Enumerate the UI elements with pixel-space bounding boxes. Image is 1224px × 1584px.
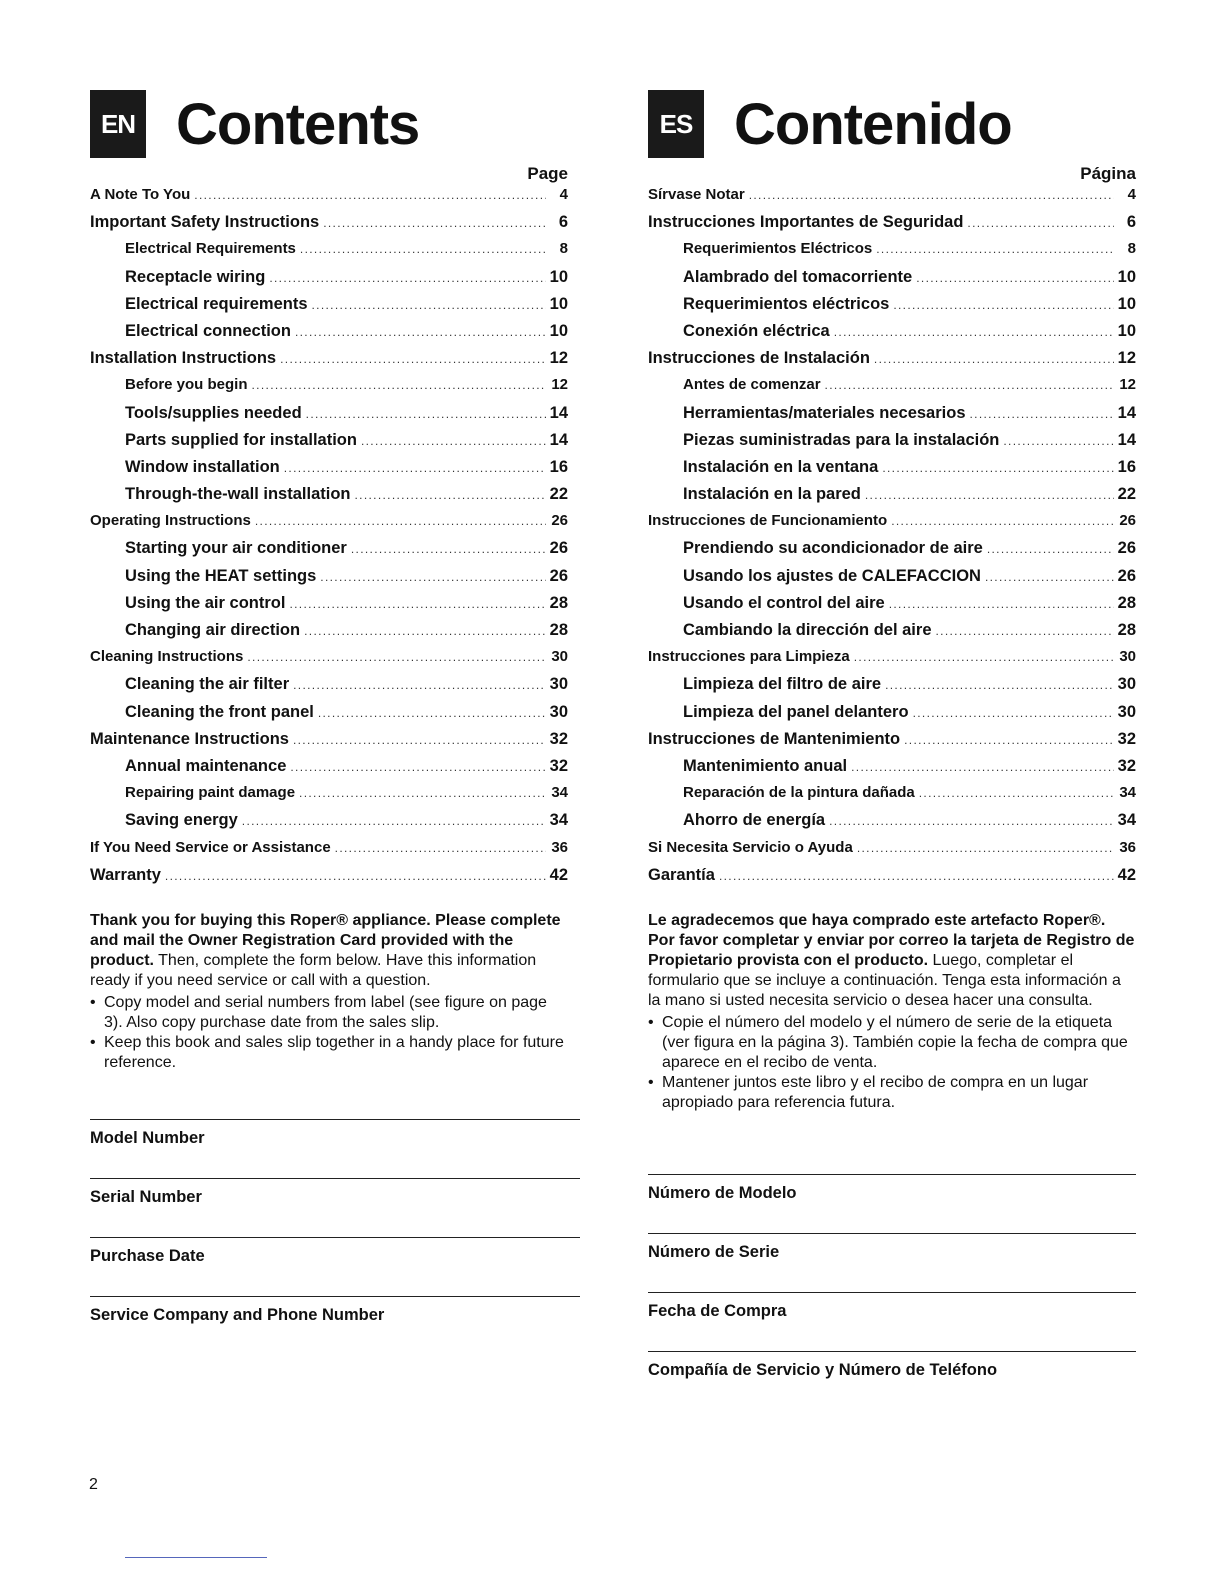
toc-leader-dots [312, 298, 546, 312]
registration-form [90, 1119, 580, 1355]
toc-entry[interactable] [90, 485, 568, 512]
title-row [648, 88, 1136, 160]
toc-entry[interactable] [90, 431, 568, 458]
toc-entry-page: 26 [549, 566, 568, 585]
toc-leader-dots [889, 597, 1114, 611]
toc-entry-label: Repairing paint damage [125, 784, 296, 802]
toc-entry[interactable] [90, 404, 568, 431]
toc-entry-label: Operating Instructions [90, 512, 251, 530]
toc-entry-label: Cleaning the air filter [125, 675, 290, 694]
toc-entry[interactable] [648, 675, 1136, 702]
model-number-field[interactable]: Model Number [90, 1119, 580, 1178]
toc-leader-dots [252, 378, 546, 392]
toc-leader-dots [985, 570, 1114, 584]
toc-leader-dots [874, 352, 1114, 366]
toc-leader-dots [295, 325, 546, 339]
toc-entry[interactable] [90, 458, 568, 485]
toc-entry-page: 14 [549, 403, 568, 422]
toc-entry-page: 12 [551, 376, 568, 394]
toc-entry[interactable] [90, 675, 568, 702]
toc-entry[interactable] [90, 512, 568, 539]
toc-entry-page: 12 [549, 349, 568, 368]
toc-entry-page: 12 [1119, 376, 1136, 394]
toc-entry[interactable] [90, 811, 568, 838]
toc-leader-dots [280, 352, 546, 366]
toc-entry[interactable] [648, 186, 1136, 213]
toc-entry[interactable] [648, 730, 1136, 757]
toc-entry[interactable] [90, 322, 568, 349]
toc-leader-dots [299, 786, 546, 800]
toc-leader-dots [293, 678, 546, 692]
toc-entry-label: Prendiendo su acondicionador de aire [683, 539, 983, 558]
toc-entry[interactable] [648, 784, 1136, 811]
registration-form [648, 1174, 1136, 1410]
toc-entry[interactable] [648, 268, 1136, 295]
intro-paragraph [648, 911, 1136, 1011]
toc-entry-label: Annual maintenance [125, 756, 287, 775]
toc-entry-label: Instrucciones de Mantenimiento [648, 729, 901, 748]
toc-entry-page: 10 [549, 321, 568, 340]
toc-entry-label: Usando los ajustes de CALEFACCION [683, 566, 981, 585]
toc-leader-dots [323, 216, 546, 230]
toc-entry-label: Through-the-wall installation [125, 485, 351, 504]
toc-leader-dots [318, 706, 546, 720]
toc-entry[interactable] [90, 186, 568, 213]
purchase-date-field[interactable]: Fecha de Compra [648, 1292, 1136, 1351]
toc-entry-label: Requerimientos Eléctricos [683, 240, 873, 258]
toc-entry-label: Sírvase Notar [648, 186, 745, 203]
toc-entry-page: 16 [549, 457, 568, 476]
toc-leader-dots [247, 650, 546, 664]
toc-entry[interactable] [648, 458, 1136, 485]
toc-entry-page: 26 [551, 512, 568, 530]
toc-leader-dots [361, 434, 546, 448]
toc-leader-dots [865, 488, 1114, 502]
toc-entry-page: 10 [549, 267, 568, 286]
toc-entry-page: 10 [1117, 321, 1136, 340]
toc-entry-label: Receptacle wiring [125, 267, 266, 286]
toc-entry[interactable] [648, 485, 1136, 512]
toc-leader-dots [825, 378, 1114, 392]
toc-entry-page: 26 [1117, 566, 1136, 585]
bullet-icon: • [648, 1013, 654, 1031]
intro-text: Then, complete the form below. Have this information ready if you need service or call with a question. [90, 951, 537, 989]
toc-entry[interactable] [90, 268, 568, 295]
intro-text: Luego, completar el formulario que se incluye a continuación. Tenga esta información a la mano si usted necesita servicio o desea hacer una consulta. [648, 951, 1121, 1009]
toc-leader-dots [857, 841, 1114, 855]
toc-entry-page: 30 [549, 702, 568, 721]
toc-entry-page: 30 [1117, 675, 1136, 694]
toc-leader-dots [913, 706, 1114, 720]
toc-entry-label: Electrical Requirements [125, 240, 296, 258]
toc-entry[interactable] [648, 213, 1136, 240]
toc-entry[interactable] [648, 240, 1136, 267]
toc-entry[interactable] [90, 213, 568, 240]
toc-entry[interactable] [648, 757, 1136, 784]
toc-entry-label: Cleaning Instructions [90, 648, 244, 666]
toc-entry-label: Using the HEAT settings [125, 566, 317, 585]
bullet-icon: • [648, 1073, 654, 1091]
toc-entry-page: 30 [1117, 702, 1136, 721]
page-title: Contenido [734, 91, 1012, 157]
toc-entry-label: Herramientas/materiales necesarios [683, 403, 966, 422]
toc-leader-dots [165, 869, 546, 883]
toc-leader-dots [255, 514, 546, 528]
toc-entry[interactable] [90, 594, 568, 621]
contents-column-en [90, 88, 568, 1324]
toc-entry-page: 14 [1117, 403, 1136, 422]
title-row [90, 88, 568, 160]
page-title: Contents [176, 91, 420, 157]
toc-leader-dots [919, 786, 1114, 800]
intro-bold: Thank you for buying this Roper® appliance. Please complete and mail the Owner Registration Card provided with the product. [90, 911, 561, 969]
toc-entry-label: Limpieza del filtro de aire [683, 675, 882, 694]
toc-leader-dots [885, 678, 1114, 692]
toc-entry-label: Electrical requirements [125, 294, 308, 313]
bullet-item: • Copie el número del modelo y el número de serie de la etiqueta (ver figura en la página 3). También copie la fecha de compra que aparece en el recibo de venta. [648, 1013, 1128, 1071]
toc-entry-page: 14 [549, 430, 568, 449]
toc-entry-label: Using the air control [125, 593, 286, 612]
toc-entry-label: Ahorro de energía [683, 811, 826, 830]
toc-entry-label: Limpieza del panel delantero [683, 702, 909, 721]
toc-entry[interactable] [90, 784, 568, 811]
toc-entry-page: 8 [1127, 240, 1136, 258]
serial-number-field[interactable]: Serial Number [90, 1178, 580, 1237]
toc-entry-label: Instrucciones para Limpieza [648, 648, 850, 666]
toc-entry-page: 22 [549, 485, 568, 504]
bullet-item: • Keep this book and sales slip together in a handy place for future reference. [90, 1033, 564, 1071]
toc-entry-page: 32 [1117, 756, 1136, 775]
toc-entry-page: 34 [549, 811, 568, 830]
bullet-item: • Copy model and serial numbers from label (see figure on page 3). Also copy purchase date from the sales slip. [90, 993, 547, 1031]
bullet-list [648, 1013, 1136, 1113]
toc-entry-label: Saving energy [125, 811, 238, 830]
model-number-field[interactable]: Número de Modelo [648, 1174, 1136, 1233]
toc-list [648, 186, 1136, 893]
toc-leader-dots [967, 216, 1114, 230]
toc-entry[interactable] [648, 349, 1136, 376]
toc-entry[interactable] [648, 866, 1136, 893]
toc-leader-dots [916, 271, 1113, 285]
toc-leader-dots [834, 325, 1114, 339]
toc-entry[interactable] [90, 567, 568, 594]
toc-entry[interactable] [90, 349, 568, 376]
toc-entry[interactable] [90, 648, 568, 675]
page-column-header: Page [527, 164, 568, 183]
toc-entry-label: Parts supplied for installation [125, 430, 357, 449]
service-company-field[interactable]: Compañía de Servicio y Número de Teléfono [648, 1351, 1136, 1410]
toc-entry-page: 10 [1117, 294, 1136, 313]
toc-leader-dots [306, 407, 546, 421]
purchase-date-field[interactable]: Purchase Date [90, 1237, 580, 1296]
toc-entry-page: 34 [551, 784, 568, 802]
toc-leader-dots [719, 869, 1114, 883]
toc-entry[interactable] [90, 866, 568, 893]
toc-leader-dots [300, 242, 546, 256]
toc-entry-label: Instrucciones Importantes de Seguridad [648, 213, 964, 232]
toc-entry[interactable] [648, 376, 1136, 403]
toc-leader-dots [970, 407, 1114, 421]
toc-entry[interactable] [90, 730, 568, 757]
language-badge-es: ES [648, 90, 704, 158]
toc-entry-page: 16 [1117, 457, 1136, 476]
toc-leader-dots [293, 733, 546, 747]
toc-entry-label: Instalación en la pared [683, 485, 861, 504]
toc-entry-page: 14 [1117, 430, 1136, 449]
toc-entry-page: 12 [1117, 349, 1136, 368]
bullet-list [90, 993, 568, 1073]
toc-entry[interactable] [648, 811, 1136, 838]
language-badge-en: EN [90, 90, 146, 158]
toc-entry-page: 10 [549, 294, 568, 313]
intro-paragraph [90, 911, 568, 991]
toc-entry-label: Warranty [90, 865, 161, 884]
toc-entry-page: 32 [549, 756, 568, 775]
toc-entry-label: Maintenance Instructions [90, 729, 289, 748]
toc-entry-page: 36 [551, 838, 568, 856]
toc-entry[interactable] [648, 703, 1136, 730]
toc-entry[interactable] [648, 567, 1136, 594]
toc-entry-page: 30 [551, 648, 568, 666]
toc-entry-label: Alambrado del tomacorriente [683, 267, 913, 286]
toc-entry[interactable] [90, 757, 568, 784]
toc-entry-page: 6 [1126, 213, 1136, 232]
toc-entry-label: Before you begin [125, 376, 248, 394]
toc-entry-label: Reparación de la pintura dañada [683, 784, 915, 802]
toc-entry[interactable] [90, 839, 568, 866]
page-number: 2 [89, 1476, 98, 1493]
toc-entry-label: Starting your air conditioner [125, 539, 347, 558]
toc-entry-page: 30 [1119, 648, 1136, 666]
toc-list [90, 186, 568, 893]
toc-leader-dots [891, 514, 1114, 528]
toc-entry-page: 6 [558, 213, 568, 232]
toc-entry-label: If You Need Service or Assistance [90, 838, 331, 856]
toc-entry-page: 22 [1117, 485, 1136, 504]
toc-entry-label: Important Safety Instructions [90, 213, 320, 232]
toc-entry[interactable] [90, 539, 568, 566]
bullet-icon: • [90, 993, 96, 1011]
toc-leader-dots [749, 188, 1114, 202]
toc-entry[interactable] [648, 431, 1136, 458]
toc-entry-label: Si Necesita Servicio o Ayuda [648, 838, 853, 856]
toc-entry[interactable] [90, 621, 568, 648]
toc-leader-dots [876, 242, 1114, 256]
toc-entry[interactable] [648, 512, 1136, 539]
toc-entry-label: Instrucciones de Funcionamiento [648, 512, 888, 530]
toc-leader-dots [936, 624, 1114, 638]
toc-entry-label: Cambiando la dirección del aire [683, 621, 932, 639]
toc-entry-label: Window installation [125, 457, 280, 476]
toc-entry[interactable] [90, 703, 568, 730]
toc-entry-page: 28 [1117, 593, 1136, 612]
contents-column-es [648, 88, 1136, 1379]
toc-entry-label: Electrical connection [125, 321, 291, 340]
toc-entry-label: Requerimientos eléctricos [683, 294, 890, 313]
divider [125, 1557, 267, 1558]
toc-entry-page: 42 [1117, 865, 1136, 884]
toc-entry-page: 34 [1117, 811, 1136, 830]
toc-entry-label: Piezas suministradas para la instalación [683, 430, 1000, 449]
bullet-item: • Mantener juntos este libro y el recibo de compra en un lugar apropiado para referencia futura. [648, 1073, 1089, 1111]
toc-leader-dots [269, 271, 545, 285]
toc-entry-label: Instrucciones de Instalación [648, 349, 870, 368]
toc-leader-dots [290, 760, 545, 774]
toc-entry[interactable] [648, 648, 1136, 675]
toc-leader-dots [284, 461, 546, 475]
toc-entry[interactable] [648, 295, 1136, 322]
toc-leader-dots [893, 298, 1113, 312]
toc-entry-page: 26 [1117, 539, 1136, 558]
toc-entry[interactable] [648, 322, 1136, 349]
toc-leader-dots [851, 760, 1114, 774]
toc-leader-dots [904, 733, 1114, 747]
page-column-header: Página [1080, 164, 1136, 183]
toc-leader-dots [829, 814, 1114, 828]
toc-leader-dots [882, 461, 1113, 475]
toc-entry-page: 36 [1119, 838, 1136, 856]
toc-leader-dots [1003, 434, 1113, 448]
toc-entry-label: Garantía [648, 865, 715, 884]
toc-entry-label: Installation Instructions [90, 349, 277, 368]
toc-leader-dots [242, 814, 546, 828]
toc-entry[interactable] [648, 404, 1136, 431]
toc-leader-dots [335, 841, 546, 855]
bullet-icon: • [90, 1033, 96, 1051]
toc-entry[interactable] [90, 295, 568, 322]
toc-entry-label: Cleaning the front panel [125, 702, 314, 721]
toc-entry-page: 10 [1117, 267, 1136, 286]
toc-entry[interactable] [648, 539, 1136, 566]
toc-leader-dots [351, 542, 546, 556]
toc-entry-page: 34 [1119, 784, 1136, 802]
toc-entry-page: 28 [1117, 621, 1136, 639]
toc-entry[interactable] [90, 376, 568, 403]
toc-leader-dots [355, 488, 546, 502]
intro-bold: Le agradecemos que haya comprado este artefacto Roper®. Por favor completar y enviar por correo la tarjeta de Registro de Propietario provista con el producto. [648, 911, 1135, 969]
toc-entry[interactable] [90, 240, 568, 267]
toc-leader-dots [320, 570, 545, 584]
toc-entry-page: 4 [559, 186, 568, 203]
serial-number-field[interactable]: Número de Serie [648, 1233, 1136, 1292]
toc-leader-dots [987, 542, 1114, 556]
toc-leader-dots [194, 188, 546, 202]
service-company-field[interactable]: Service Company and Phone Number [90, 1296, 580, 1355]
toc-entry-label: Conexión eléctrica [683, 321, 830, 340]
toc-entry-page: 4 [1127, 186, 1136, 203]
toc-entry-page: 26 [549, 539, 568, 558]
toc-entry-page: 28 [549, 621, 568, 639]
toc-entry-page: 8 [559, 240, 568, 258]
toc-entry-label: Mantenimiento anual [683, 756, 848, 775]
toc-entry-label: Tools/supplies needed [125, 403, 302, 422]
toc-entry-page: 30 [549, 675, 568, 694]
toc-leader-dots [304, 624, 546, 638]
toc-entry-label: A Note To You [90, 186, 191, 203]
toc-entry[interactable] [648, 839, 1136, 866]
toc-entry[interactable] [648, 621, 1136, 648]
toc-entry-page: 26 [1119, 512, 1136, 530]
toc-entry-page: 42 [549, 865, 568, 884]
toc-entry-label: Changing air direction [125, 621, 301, 639]
toc-entry[interactable] [648, 594, 1136, 621]
toc-entry-label: Usando el control del aire [683, 593, 885, 612]
toc-entry-page: 32 [549, 729, 568, 748]
toc-entry-page: 32 [1117, 729, 1136, 748]
toc-entry-label: Antes de comenzar [683, 376, 821, 394]
toc-leader-dots [289, 597, 545, 611]
toc-entry-page: 28 [549, 593, 568, 612]
toc-entry-label: Instalación en la ventana [683, 457, 879, 476]
toc-leader-dots [854, 650, 1114, 664]
